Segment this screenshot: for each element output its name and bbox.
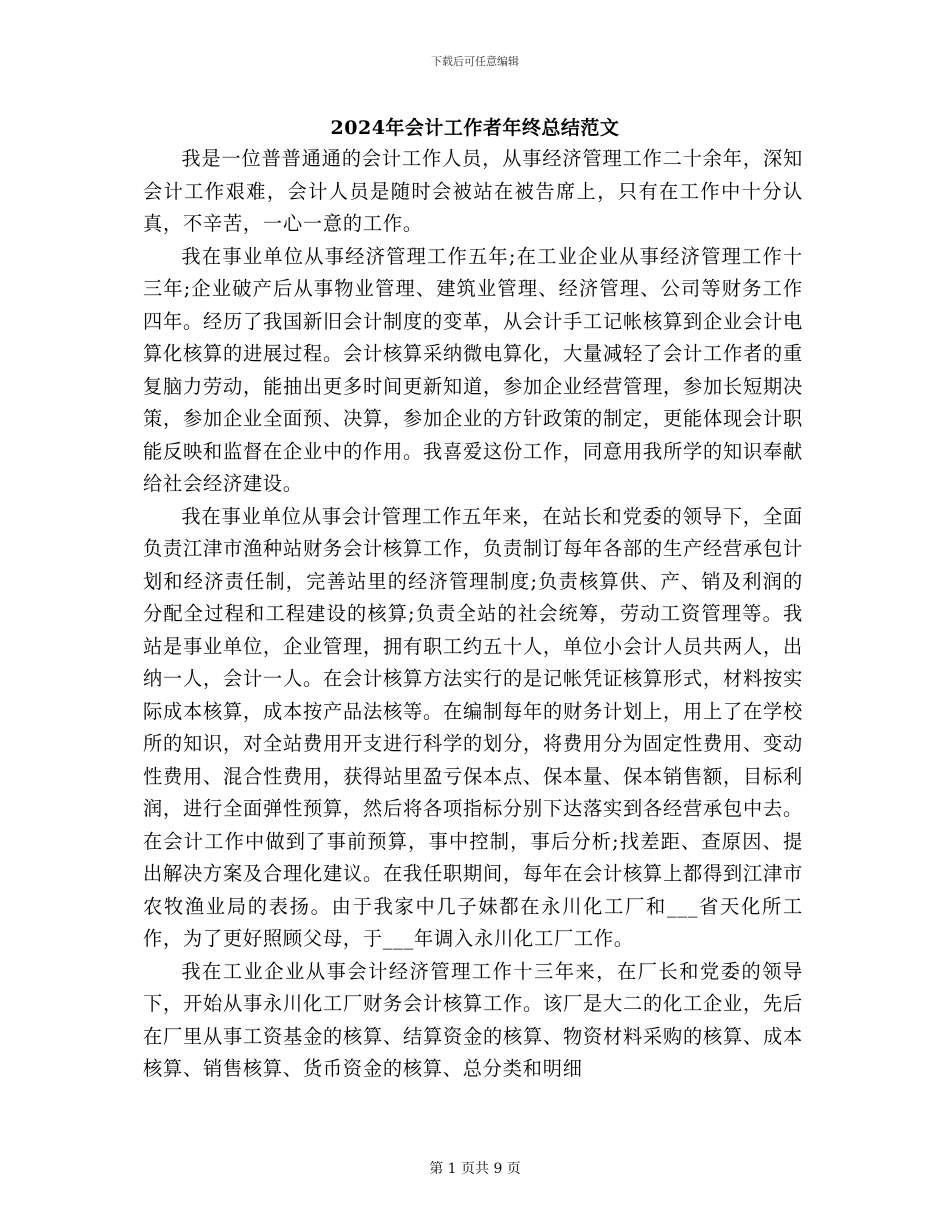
paragraph-1: 我是一位普普通通的会计工作人员，从事经济管理工作二十余年，深知会计工作艰难，会计人员是随时会被站在被告席上，只有在工作中十分认真，不辛苦，一心一意的工作。 (143, 147, 803, 235)
paragraph-4: 我在工业企业从事会计经济管理工作十三年来，在厂长和党委的领导下，开始从事永川化工厂财务会计核算工作。该厂是大二的化工企业，先后在厂里从事工资基金的核算、结算资金的核算、物资材料采购的核算、成本核算、销售核算、货币资金的核算、总分类和明细 (143, 959, 803, 1080)
document-body (143, 143, 803, 1086)
paragraph-2: 我在事业单位从事经济管理工作五年;在工业企业从事经济管理工作十三年;企业破产后从事物业管理、建筑业管理、经济管理、公司等财务工作四年。经历了我国新旧会计制度的变革，从会计手工记帐核算到企业会计电算化核算的进展过程。会计核算采纳微电算化，大量减轻了会计工作者的重复脑力劳动，能抽出更多时间更新知道，参加企业经营管理，参加长短期决策，参加企业全面预、决算，参加企业的方针政策的制定，更能体现会计职能反映和监督在企业中的作用。我喜爱这份工作，同意用我所学的知识奉献给社会经济建设。 (143, 244, 803, 495)
page-footer: 第 1 页共 9 页 (429, 1161, 521, 1177)
header-note: 下载后可任意编辑 (431, 55, 519, 68)
paragraph-3: 我在事业单位从事会计管理工作五年来，在站长和党委的领导下，全面负责江津市渔种站财务会计核算工作，负责制订每年各部的生产经营承包计划和经济责任制，完善站里的经济管理制度;负责核算供、产、销及利润的分配全过程和工程建设的核算;负责全站的社会统筹，劳动工资管理等。我站是事业单位，企业管理，拥有职工约五十人，单位小会计人员共两人，出纳一人，会计一人。在会计核算方法实行的是记帐凭证核算形式，材料按实际成本核算，成本按产品法核等。在编制每年的财务计划上，用上了在学校所的知识，对全站费用开支进行科学的划分，将费用分为固定性费用、变动性费用、混合性费用，获得站里盈亏保本点、保本量、保本销售额，目标利润，进行全面弹性预算，然后将各项指标分别下达落实到各经营承包中去。在会计工作中做到了事前预算，事中控制，事后分析;找差距、查原因、提出解决方案及合理化建议。在我任职期间，每年在会计核算上都得到江津市农牧渔业局的表扬。由于我家中几子妹都在永川化工厂和___省天化所工作，为了更好照顾父母，于___年调入永川化工厂工作。 (143, 504, 803, 950)
document-title: 2024年会计工作者年终总结范文 (330, 117, 620, 139)
